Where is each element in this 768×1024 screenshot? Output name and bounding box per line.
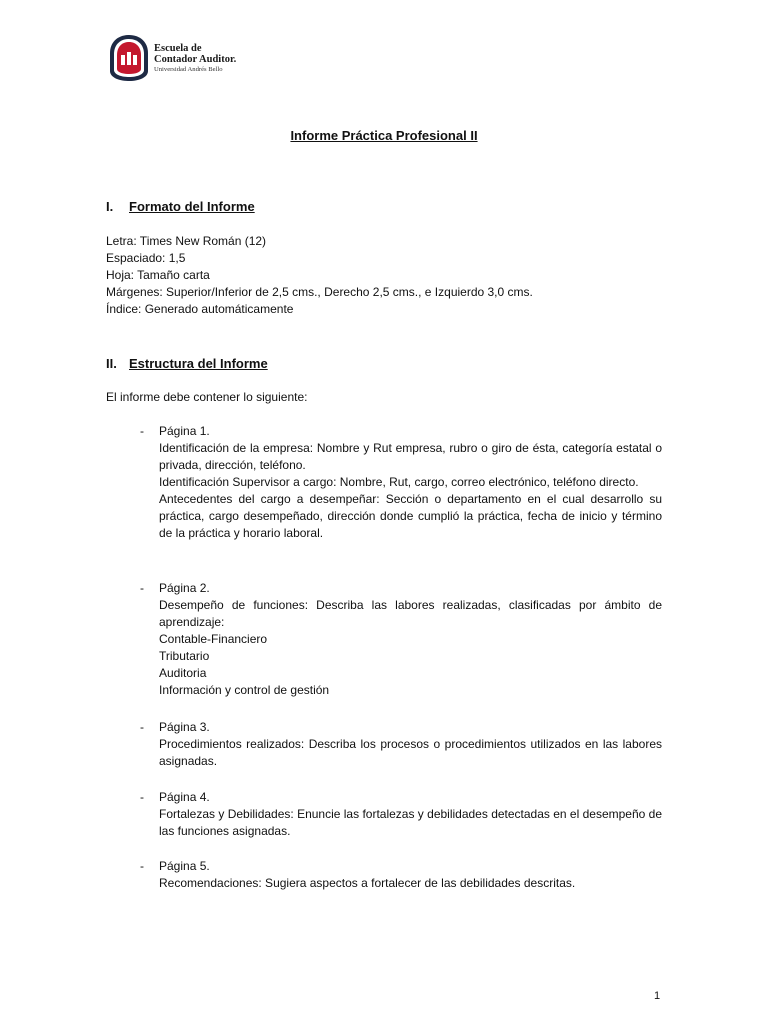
bullet-dash: - xyxy=(140,581,144,595)
page-3-label: Página 3. xyxy=(159,720,210,734)
format-paper: Hoja: Tamaño carta xyxy=(106,268,210,282)
page-2-item xyxy=(140,580,662,699)
section-1-heading xyxy=(106,199,255,214)
section-2-intro: El informe debe contener lo siguiente: xyxy=(106,390,308,404)
page-1-company-id: Identificación de la empresa: Nombre y Rut empresa, rubro o giro de ésta, categoría estatal o privada, dirección, teléfono. xyxy=(159,441,662,472)
section-2-title: Estructura del Informe xyxy=(129,356,268,371)
bullet-dash: - xyxy=(140,859,144,873)
page-1-supervisor-id: Identificación Supervisor a cargo: Nombre, Rut, cargo, correo electrónico, teléfono directo. xyxy=(159,475,639,489)
university-seal-icon xyxy=(108,33,150,83)
page-1-item xyxy=(140,423,662,542)
page-5-item xyxy=(140,858,662,892)
page-5-label: Página 5. xyxy=(159,859,210,873)
page-4-strengths-weaknesses: Fortalezas y Debilidades: Enuncie las fortalezas y debilidades detectadas en el desempeño de las funciones asignadas. xyxy=(159,807,662,838)
page-3-procedures: Procedimientos realizados: Describa los procesos o procedimientos utilizados en las labores asignadas. xyxy=(159,737,662,768)
page-1-position-background: Antecedentes del cargo a desempeñar: Sección o departamento en el cual desarrollo su práctica, cargo desempeñado, dirección donde cumplió la práctica, fecha de inicio y término de la práctica y horario laboral. xyxy=(159,492,662,540)
university-logo xyxy=(108,32,238,84)
page-2-area-management: Información y control de gestión xyxy=(159,683,330,697)
page-2-label: Página 2. xyxy=(159,581,210,595)
bullet-dash: - xyxy=(140,790,144,804)
page-2-area-audit: Auditoria xyxy=(159,666,207,680)
section-2-heading xyxy=(106,356,268,371)
logo-line-3: Universidad Andrés Bello xyxy=(154,66,223,74)
page-3-item xyxy=(140,719,662,770)
page-2-area-tax: Tributario xyxy=(159,649,210,663)
page-2-functions: Desempeño de funciones: Describa las labores realizadas, clasificadas por ámbito de aprendizaje: xyxy=(159,598,662,629)
format-margins: Márgenes: Superior/Inferior de 2,5 cms., Derecho 2,5 cms., e Izquierdo 3,0 cms. xyxy=(106,285,533,299)
format-list xyxy=(106,233,666,318)
section-2-number: II. xyxy=(106,356,117,371)
logo-line-1: Escuela de xyxy=(154,42,202,54)
section-1-number: I. xyxy=(106,199,114,214)
document-title: Informe Práctica Profesional II xyxy=(290,128,478,143)
format-font: Letra: Times New Román (12) xyxy=(106,234,267,248)
page-4-item xyxy=(140,789,662,840)
page-2-area-accounting: Contable-Financiero xyxy=(159,632,268,646)
page-5-recommendations: Recomendaciones: Sugiera aspectos a fortalecer de las debilidades descritas. xyxy=(159,876,576,890)
page-1-label: Página 1. xyxy=(159,424,210,438)
bullet-dash: - xyxy=(140,720,144,734)
page-number: 1 xyxy=(654,990,661,1002)
logo-line-2: Contador Auditor. xyxy=(154,53,237,65)
section-1-title: Formato del Informe xyxy=(129,199,255,214)
format-index: Índice: Generado automáticamente xyxy=(106,302,294,316)
format-spacing: Espaciado: 1,5 xyxy=(106,251,186,265)
bullet-dash: - xyxy=(140,424,144,438)
page-4-label: Página 4. xyxy=(159,790,210,804)
